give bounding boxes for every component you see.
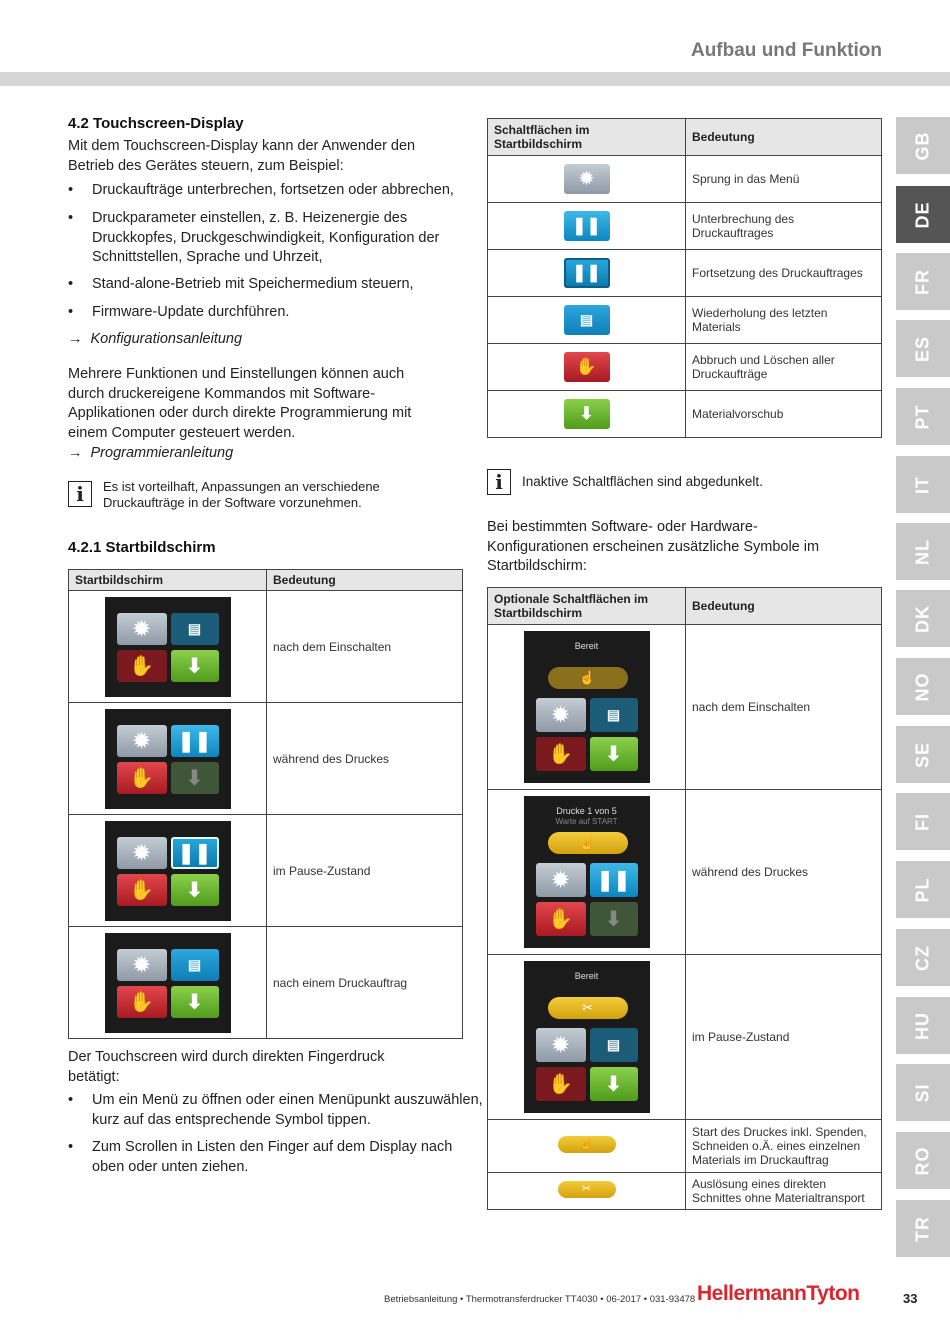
pause-icon: ❚❚ [590,863,638,897]
start-screen-image [105,709,231,809]
arrow-right-icon: → [68,331,83,347]
language-tab-no[interactable]: NO [896,658,950,715]
language-tab-es[interactable]: ES [896,320,950,377]
note-text: Inaktive Schaltflächen sind abgedunkelt. [522,474,763,489]
feed-arrow-icon: ⬇ [590,737,638,771]
list-item: • Druckaufträge unterbrechen, fortsetzen oder abbrechen, [68,181,487,201]
gear-icon: ✹ [536,1028,586,1062]
optional-screen-image [524,796,650,948]
scissors-icon: ✂ [558,1181,616,1198]
feed-arrow-icon: ⬇ [564,399,610,429]
feed-arrow-icon: ⬇ [171,986,219,1018]
screen-cell [69,815,267,927]
table-cell: Unterbrechung des Druckauftrages [686,203,882,250]
language-tab-fr[interactable]: FR [896,253,950,310]
table-cell: Fortsetzung des Druckauftrages [686,250,882,297]
language-tab-si[interactable]: SI [896,1064,950,1121]
stop-hand-icon: ✋ [536,1067,586,1101]
list-item: • Firmware-Update durchführen. [68,303,487,323]
feed-arrow-icon: ⬇ [171,874,219,906]
table-cell: Wiederholung des letzten Materials [686,297,882,344]
feed-arrow-icon: ⬇ [171,650,219,682]
table-cell: während des Druckes [267,703,463,815]
language-tab-ro[interactable]: RO [896,1132,950,1189]
language-tab-fi[interactable]: FI [896,793,950,850]
stop-hand-icon: ✋ [536,737,586,771]
table-cell: nach einem Druckauftrag [267,927,463,1039]
stop-hand-icon: ✋ [564,352,610,382]
gear-icon: ✹ [536,863,586,897]
gear-icon: ✹ [536,698,586,732]
arrow-right-icon: → [68,445,83,461]
pause-framed-icon: ❚❚ [171,837,219,869]
table-header: Optionale Schaltflächen im Startbildschirm [488,588,686,625]
pause-framed-icon: ❚❚ [564,258,610,288]
table-cell: Start des Druckes inkl. Spenden, Schneiden o.Ä. eines einzelnen Materials im Druckauftrag [686,1120,882,1173]
stop-hand-icon: ✋ [117,762,167,794]
gear-icon: ✹ [117,949,167,981]
pause-icon: ❚❚ [171,725,219,757]
screen-status-text: Bereit [574,971,599,981]
paragraph: Mehrere Funktionen und Einstellungen können auch durch druckereigene Kommandos mit Software-Applikationen oder durch direkte Programmierung mit einem Computer gesteuert werden. [68,366,412,441]
list-item: • Stand-alone-Betrieb mit Speichermedium steuern, [68,275,487,295]
repeat-label-icon: ▤ [171,949,219,981]
header-bar [0,72,950,86]
language-tab-tr[interactable]: TR [896,1200,950,1257]
feed-arrow-icon: ⬇ [171,762,219,794]
screen-status-text: Bereit [574,641,599,651]
language-tab-cz[interactable]: CZ [896,929,950,986]
language-tab-hu[interactable]: HU [896,997,950,1054]
screen-cell [69,591,267,703]
buttons-table [487,118,882,438]
repeat-label-icon: ▤ [564,305,610,335]
stop-hand-icon: ✋ [536,902,586,936]
screen-cell [488,790,686,955]
language-tab-dk[interactable]: DK [896,590,950,647]
scissors-icon: ✂ [548,997,628,1019]
footer-text: Betriebsanleitung • Thermotransferdrucker TT4030 • 06-2017 • 031-93478 [384,1294,696,1305]
language-tab-se[interactable]: SE [896,726,950,783]
table-header: Bedeutung [267,570,463,591]
table-header: Startbildschirm [69,570,267,591]
reference-link[interactable]: → Programmieranleitung [68,445,234,461]
table-cell: nach dem Einschalten [267,591,463,703]
optional-screen-image [524,631,650,783]
table-header: Bedeutung [686,119,882,156]
repeat-label-icon: ▤ [171,613,219,645]
repeat-label-icon: ▤ [590,1028,638,1062]
start-screen-image [105,597,231,697]
brand-logo: HellermannTyton [697,1282,860,1305]
list-item: • Um ein Menü zu öffnen oder einen Menüpunkt auszuwählen, kurz auf das entsprechende Symbol tippen. [68,1091,487,1130]
stop-hand-icon: ✋ [117,986,167,1018]
gear-icon: ✹ [117,613,167,645]
startscreen-table [68,569,463,1039]
screen-substatus-text: Warte auf START [555,817,618,826]
screen-status-text: Drucke 1 von 5 [556,806,617,816]
stop-hand-icon: ✋ [117,650,167,682]
finger-tap-icon: ☝ [548,832,628,854]
section-heading: 4.2 Touchscreen-Display [68,115,244,132]
feed-arrow-icon: ⬇ [590,902,638,936]
language-tab-gb[interactable]: GB [896,117,950,174]
table-header: Schaltflächen im Startbildschirm [488,119,686,156]
table-cell: im Pause-Zustand [686,955,882,1120]
table-cell: Auslösung eines direkten Schnittes ohne Materialtransport [686,1173,882,1210]
note-text: Es ist vorteilhaft, Anpassungen an verschiedene Druckaufträge in der Software vorzunehmen. [103,479,380,510]
subsection-heading: 4.2.1 Startbildschirm [68,539,216,556]
feed-arrow-icon: ⬇ [590,1067,638,1101]
start-screen-image [105,933,231,1033]
list-item: • Druckparameter einstellen, z. B. Heizenergie des Druckkopfes, Druckgeschwindigkeit, Konfiguration der Schnittstellen, Sprache und Uhrzeit, [68,209,472,268]
paragraph: Bei bestimmten Software- oder Hardware-Konfigurationen erscheinen zusätzliche Symbole im Startbildschirm: [487,519,820,574]
language-tab-de[interactable]: DE [896,186,950,243]
start-screen-image [105,821,231,921]
table-cell: Abbruch und Löschen aller Druckaufträge [686,344,882,391]
reference-link[interactable]: → Konfigurationsanleitung [68,331,243,347]
list-item: • Zum Scrollen in Listen den Finger auf dem Display nach oben oder unten ziehen. [68,1138,482,1177]
gear-icon: ✹ [117,725,167,757]
pause-icon: ❚❚ [564,211,610,241]
language-tab-pt[interactable]: PT [896,388,950,445]
optional-screen-image [524,961,650,1113]
table-cell: nach dem Einschalten [686,625,882,790]
table-header: Bedeutung [686,588,882,625]
gear-icon: ✹ [564,164,610,194]
table-cell: im Pause-Zustand [267,815,463,927]
table-cell: Sprung in das Menü [686,156,882,203]
finger-tap-icon: ☝ [558,1136,616,1153]
language-tab-nl[interactable]: NL [896,523,950,580]
repeat-label-icon: ▤ [590,698,638,732]
intro-paragraph: Mit dem Touchscreen-Display kann der Anwender den Betrieb des Gerätes steuern, zum Beispiel: [68,138,416,174]
optional-buttons-table [487,587,882,1210]
page-number: 33 [903,1291,918,1306]
finger-tap-icon: ☝ [548,667,628,689]
screen-cell [488,625,686,790]
gear-icon: ✹ [117,837,167,869]
table-cell: während des Druckes [686,790,882,955]
info-icon: i [68,481,92,507]
language-tab-pl[interactable]: PL [896,861,950,918]
screen-cell [69,927,267,1039]
page-header-title: Aufbau und Funktion [690,40,882,61]
paragraph: Der Touchscreen wird durch direkten Fingerdruck betätigt: [68,1049,385,1085]
language-tab-it[interactable]: IT [896,456,950,513]
stop-hand-icon: ✋ [117,874,167,906]
info-icon: i [487,469,511,495]
screen-cell [69,703,267,815]
table-cell: Materialvorschub [686,391,882,438]
screen-cell [488,955,686,1120]
